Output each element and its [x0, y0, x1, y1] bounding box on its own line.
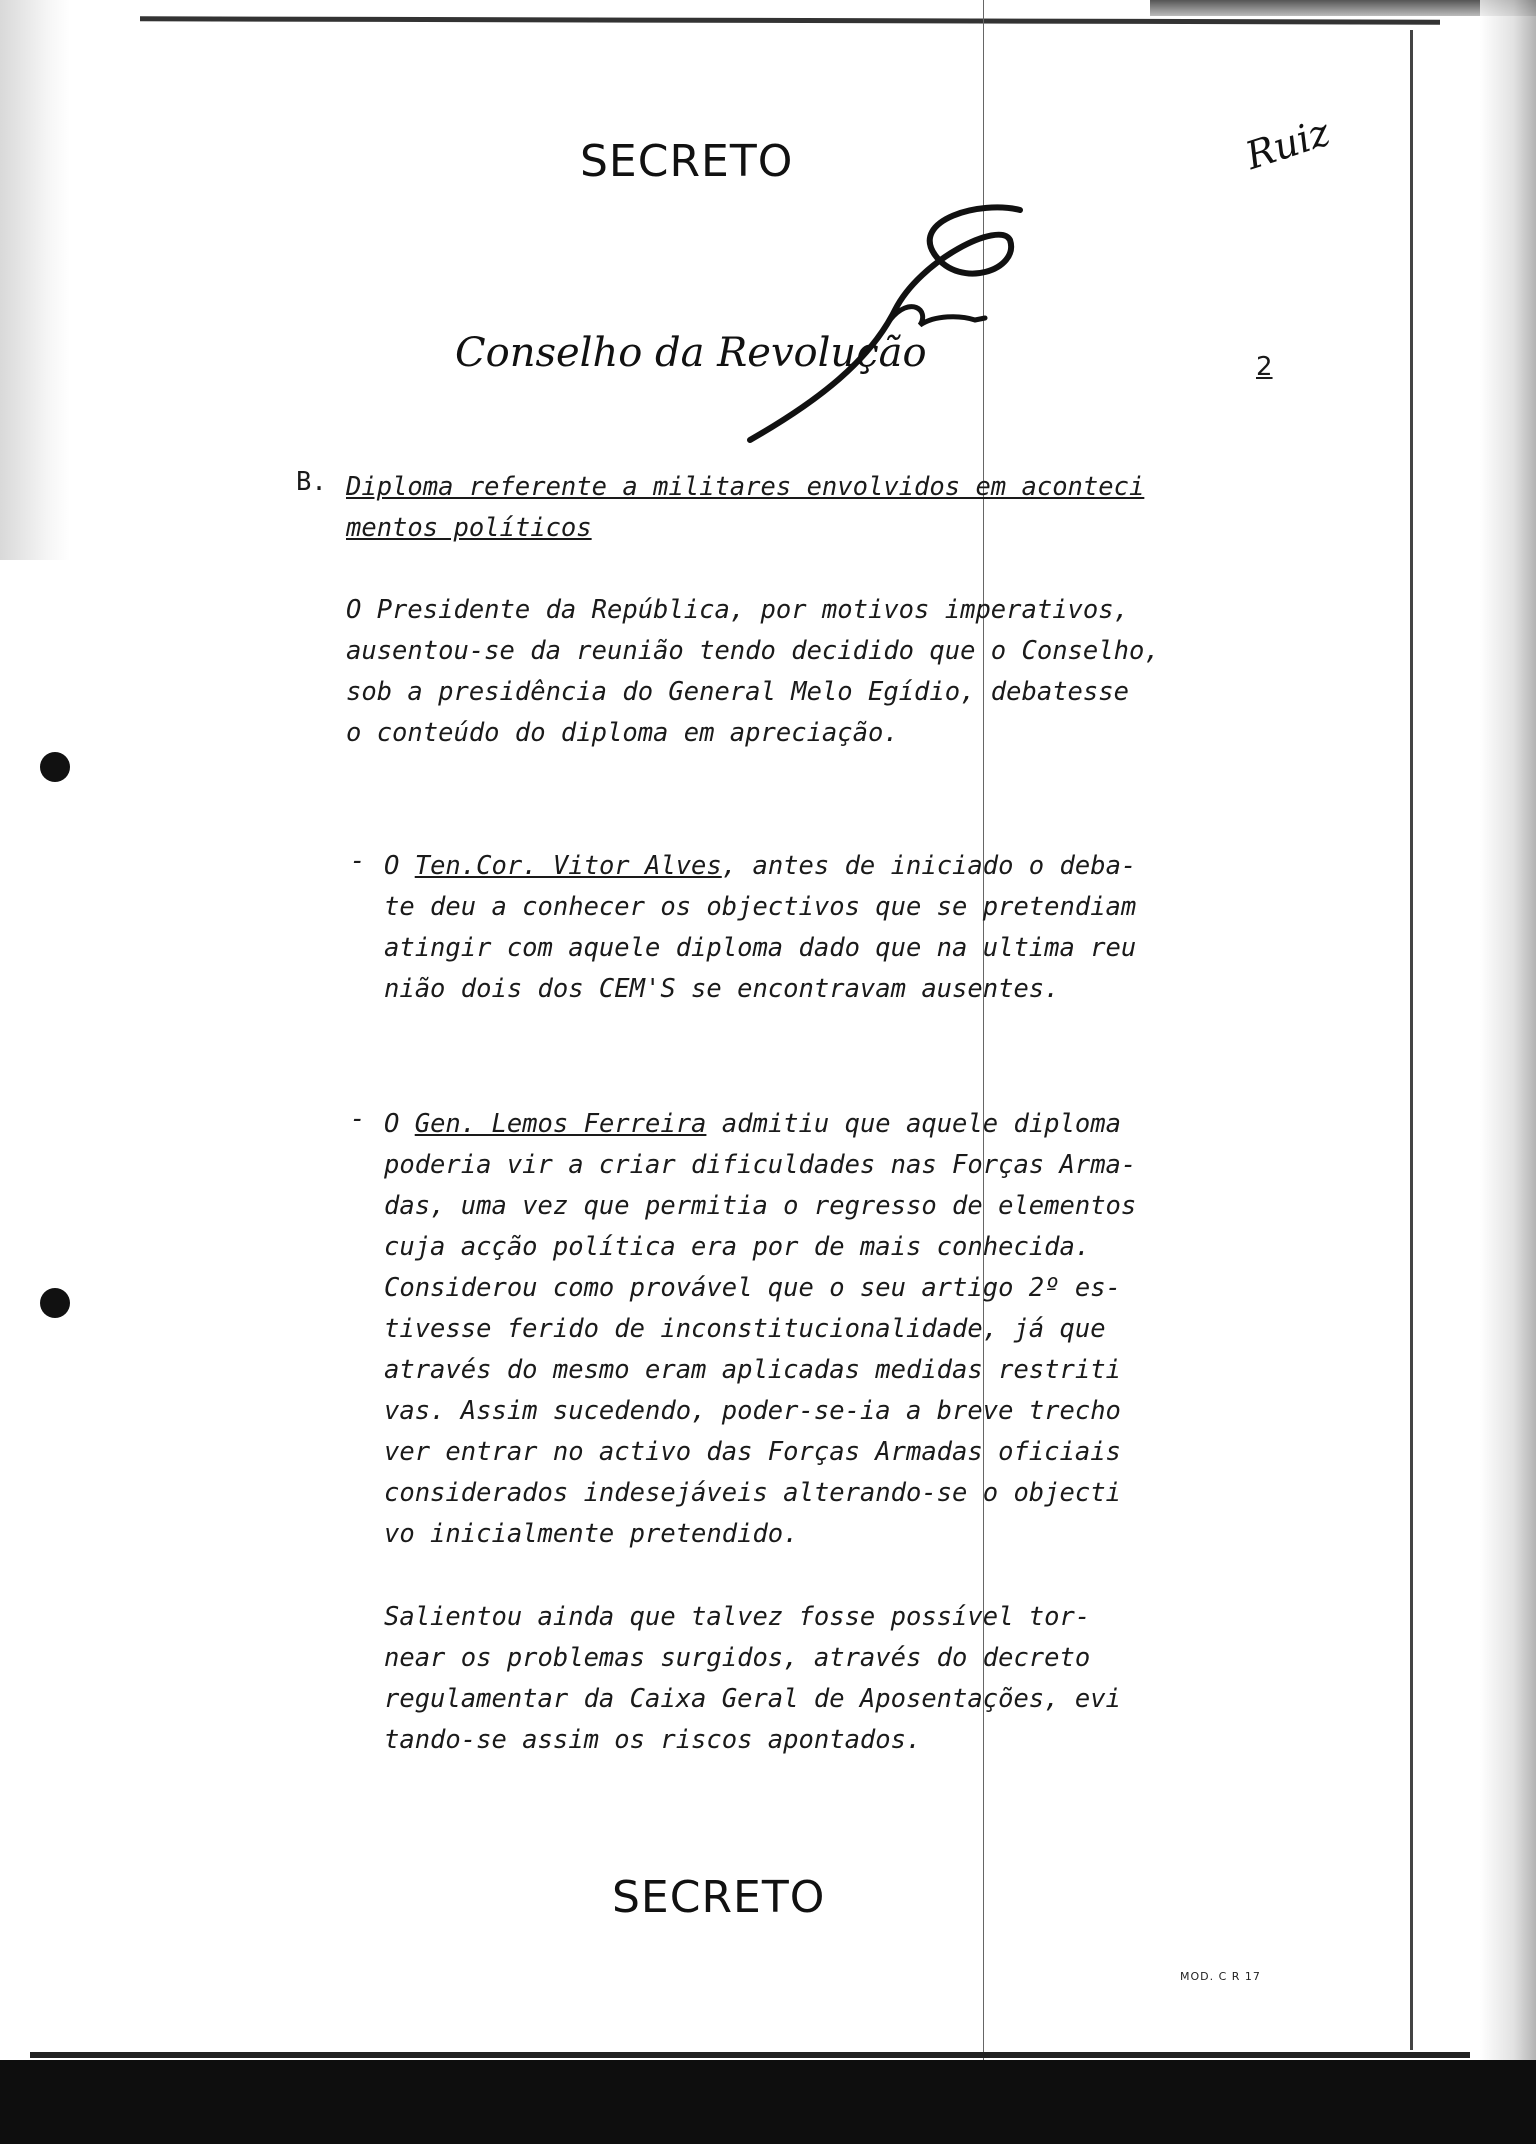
section-letter: B.: [296, 467, 327, 497]
scan-shadow-top-right: [1150, 0, 1536, 16]
text-line: Considerou como provável que o seu artigo 2º es-: [384, 1273, 1121, 1303]
punch-hole-top: [40, 752, 70, 782]
text-line: através do mesmo eram aplicadas medidas restriti: [384, 1355, 1121, 1385]
text-line: near os problemas surgidos, através do decreto: [384, 1643, 1091, 1673]
text-line: atingir com aquele diploma dado que na ultima reu: [384, 933, 1137, 963]
section-title-line: mentos políticos: [346, 513, 592, 543]
scan-edge-top: [140, 16, 1440, 24]
text-line: tando-se assim os riscos apontados.: [384, 1725, 922, 1755]
text-line: tivesse ferido de inconstitucionalidade, já que: [384, 1314, 1106, 1344]
text-line: ausentou-se da reunião tendo decidido que o Conselho,: [346, 636, 1160, 666]
page-edge-bottom: [30, 2052, 1470, 2058]
text-line: cuja acção política era por de mais conhecida.: [384, 1232, 1091, 1262]
text-line: vas. Assim sucedendo, poder-se-ia a breve trecho: [384, 1396, 1121, 1426]
section-title-line: Diploma referente a militares envolvidos em aconteci: [346, 472, 1145, 502]
section-title: [346, 467, 1144, 549]
speaker-name: Gen. Lemos Ferreira: [414, 1109, 707, 1139]
item-2: [384, 1104, 1136, 1555]
handwritten-signature: [720, 200, 1060, 450]
page-edge-right: [1410, 30, 1413, 2050]
text-line: nião dois dos CEM'S se encontravam ausentes.: [384, 974, 1060, 1004]
text-line: te deu a conhecer os objectivos que se pretendiam: [384, 892, 1137, 922]
text-line: ver entrar no activo das Forças Armadas oficiais: [384, 1437, 1121, 1467]
text-line: poderia vir a criar dificuldades nas Forças Arma-: [384, 1150, 1137, 1180]
text-line: sob a presidência do General Melo Egídio, debatesse: [346, 677, 1129, 707]
form-code: MOD. C R 17: [1180, 1970, 1261, 1983]
text-line: das, uma vez que permitia o regresso de elementos: [384, 1191, 1137, 1221]
item-1-pre: O: [384, 851, 415, 881]
text-line: considerados indesejáveis alterando-se o objecti: [384, 1478, 1121, 1508]
item-dash: -: [350, 1104, 366, 1134]
scan-shadow-left: [0, 0, 70, 560]
text-line: o conteúdo do diploma em apreciação.: [346, 718, 899, 748]
scan-shadow-bottom: [0, 2060, 1536, 2144]
item-2-paragraph-2: [384, 1597, 1121, 1761]
text-line: [384, 1104, 1136, 1145]
text-line: [384, 846, 1136, 887]
text-line: Salientou ainda que talvez fosse possível tor-: [384, 1602, 1091, 1632]
item-2-pre: O: [384, 1109, 415, 1139]
text-line: regulamentar da Caixa Geral de Aposentações, evi: [384, 1684, 1121, 1714]
classification-footer: SECRETO: [612, 1872, 826, 1923]
item-2-post: admitiu que aquele diploma: [706, 1109, 1121, 1139]
speaker-name: Ten.Cor. Vitor Alves: [414, 851, 722, 881]
scan-shadow-right: [1480, 0, 1536, 2144]
text-line: vo inicialmente pretendido.: [384, 1519, 799, 1549]
text-line: O Presidente da República, por motivos imperativos,: [346, 595, 1129, 625]
letterhead: Conselho da Revolução: [455, 330, 927, 376]
handwritten-initials: Ruiz: [1240, 109, 1335, 179]
intro-paragraph: [346, 590, 1160, 754]
page-number: 2: [1256, 352, 1273, 382]
item-1-post: , antes de iniciado o deba-: [721, 851, 1137, 881]
item-dash: -: [350, 846, 366, 876]
item-1: [384, 846, 1136, 1010]
classification-header: SECRETO: [580, 136, 794, 187]
punch-hole-bottom: [40, 1288, 70, 1318]
